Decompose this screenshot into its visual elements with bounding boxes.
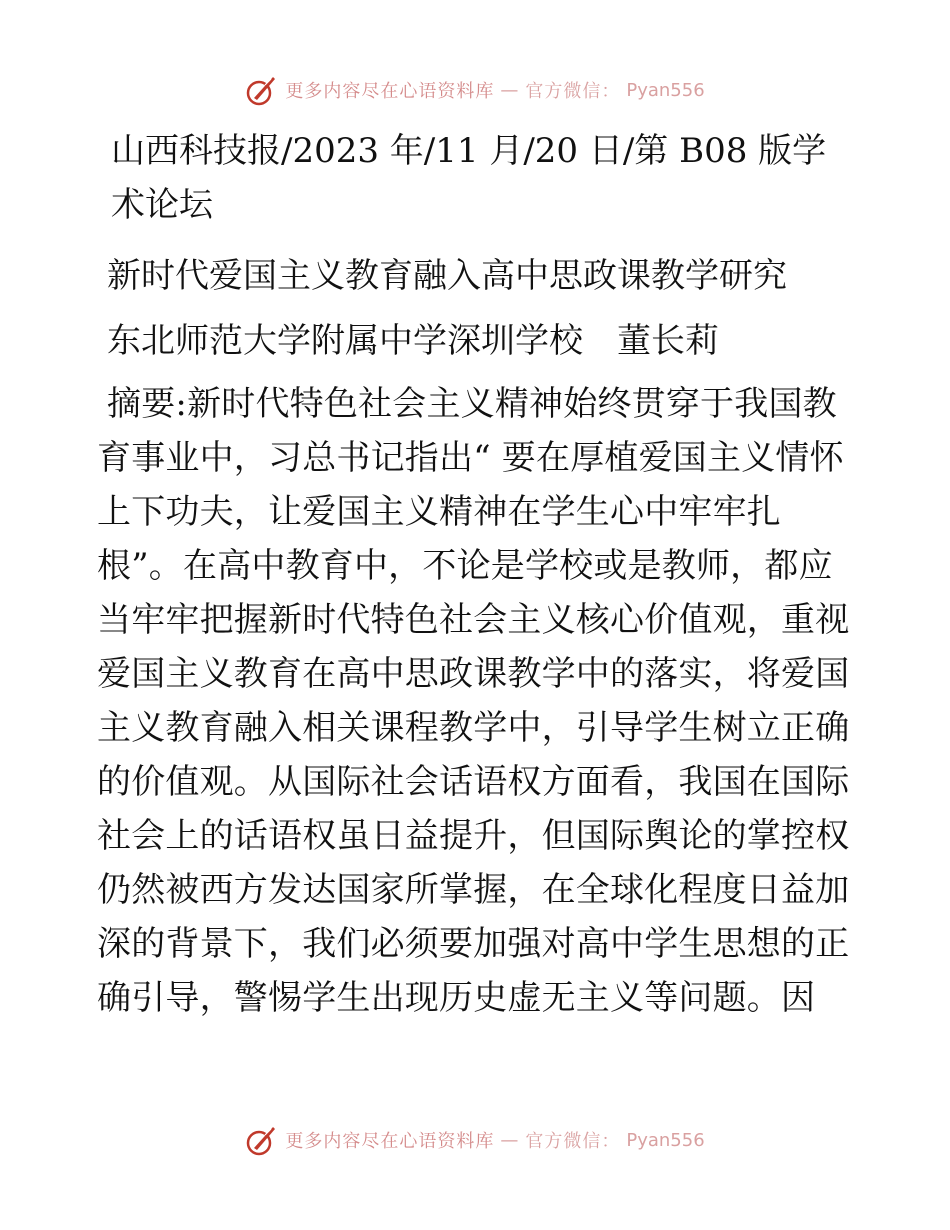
quill-pen-logo-icon [245,73,279,107]
article-body [97,124,857,1025]
watermark-brand: 更多内容尽在心语资料库 [285,81,495,102]
watermark-separator: — [500,79,520,101]
abstract-label: 摘要: [107,384,188,424]
watermark-separator: — [500,1129,520,1151]
watermark-wechat-id: Pyan556 [626,79,705,101]
watermark-wechat-label: 官方微信： [525,81,621,102]
article-abstract [97,377,857,1025]
watermark-footer [0,1120,950,1160]
watermark-brand: 更多内容尽在心语资料库 [285,1131,495,1152]
watermark-wechat-id: Pyan556 [626,1129,705,1151]
watermark-wechat-label: 官方微信： [525,1131,621,1152]
watermark-header [0,70,950,110]
quill-pen-logo-icon [245,1123,279,1157]
article-author: 东北师范大学附属中学深圳学校 董长莉 [107,321,719,361]
abstract-text: 新时代特色社会主义精神始终贯穿于我国教育事业中，习总书记指出“ 要在厚植爱国主义情怀上下功夫，让爱国主义精神在学生心中牢牢扎根”。在高中教育中，不论是学校或是教师，都应当牢牢把握新时代特色社会主义核心价值观，重视爱国主义教育在高中思政课教学中的落实，将爱国主义教育融入相关课程教学中，引导学生树立正确的价值观。从国际社会话语权方面看，我国在国际社会上的话语权虽日益提升，但国际舆论的掌控权仍然被西方发达国家所掌握，在全球化程度日益加深的背景下，我们必须要加强对高中学生思想的正确引导，警惕学生出现历史虚无主义等问题。因 [97,384,850,1018]
article-title: 新时代爱国主义教育融入高中思政课教学研究 [107,256,787,296]
article-source: 山西科技报/2023 年/11 月/20 日/第 B08 版学术论坛 [111,131,827,225]
